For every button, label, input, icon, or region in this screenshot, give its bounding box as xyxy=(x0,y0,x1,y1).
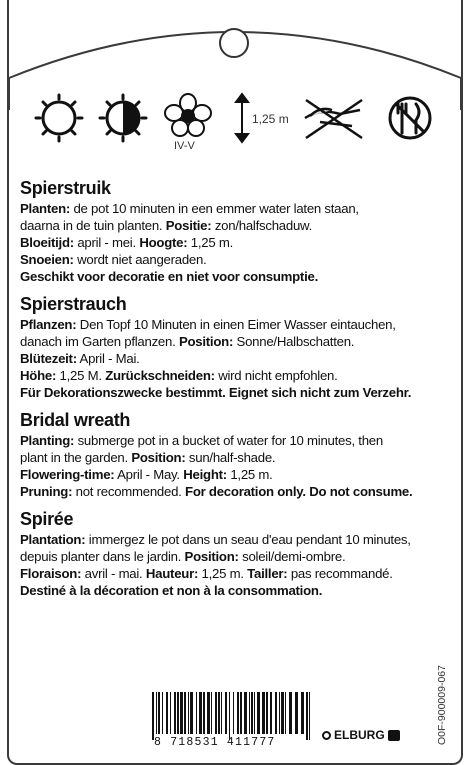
text: daarna in de tuin planten. xyxy=(20,218,166,233)
height-arrow-icon xyxy=(236,94,248,142)
barcode-bar xyxy=(240,692,242,734)
barcode-bar xyxy=(237,692,239,734)
barcode-bar xyxy=(306,692,308,740)
barcode-bar xyxy=(270,692,272,734)
section-line xyxy=(20,531,450,548)
bold-text: Pflanzen: xyxy=(20,317,77,332)
section-line xyxy=(20,466,450,483)
care-icons-row xyxy=(0,90,470,160)
care-instructions xyxy=(20,178,450,608)
text: Sonne/Halbschatten. xyxy=(233,334,355,349)
text: wordt niet aangeraden. xyxy=(73,252,207,267)
text: plant in the garden. xyxy=(20,450,132,465)
barcode-bar xyxy=(180,692,183,734)
section-line xyxy=(20,200,450,217)
barcode-bar xyxy=(281,692,284,734)
product-code: O0F-900009-067 xyxy=(436,665,448,745)
full-sun-icon xyxy=(36,95,82,141)
bold-text: Plantation: xyxy=(20,532,86,547)
barcode-bar xyxy=(207,692,210,734)
text: 1,25 M. xyxy=(56,368,106,383)
barcode-bar xyxy=(221,692,222,734)
no-pruning-icon xyxy=(305,100,362,138)
barcode-bar xyxy=(301,692,304,734)
bold-text: Position: xyxy=(184,549,239,564)
section-title: Spierstruik xyxy=(20,178,111,198)
barcode-bar xyxy=(188,692,189,734)
section-line xyxy=(20,384,450,401)
bold-text: Snoeien: xyxy=(20,252,74,267)
section-line xyxy=(20,483,450,500)
section-title: Spierstrauch xyxy=(20,294,127,314)
bold-text: Planten: xyxy=(20,201,71,216)
hang-hole xyxy=(219,28,249,58)
barcode-bar xyxy=(199,692,202,734)
bold-text: Tailler: xyxy=(247,566,288,581)
bold-text: Hoogte: xyxy=(139,235,188,250)
barcode-bar xyxy=(184,692,186,734)
barcode-bar xyxy=(158,692,160,734)
text: Den Topf 10 Minuten in einen Eimer Wasser eintauchen, xyxy=(76,317,396,332)
bold-text: For decoration only. Do not consume. xyxy=(185,484,413,499)
section-line xyxy=(20,251,450,268)
barcode-bar xyxy=(251,692,253,734)
barcode-bar xyxy=(152,692,154,740)
barcode-bar xyxy=(203,692,205,734)
barcode-bar xyxy=(156,692,157,734)
bold-text: Flowering-time: xyxy=(20,467,115,482)
section-line xyxy=(20,234,450,251)
bold-text: Zurückschneiden: xyxy=(105,368,215,383)
barcode-bar xyxy=(162,692,163,734)
text: April - Mai. xyxy=(76,351,140,366)
section-line xyxy=(20,268,450,285)
bold-text: Destiné à la décoration et non à la consommation. xyxy=(20,583,323,598)
text: de pot 10 minuten in een emmer water laten staan, xyxy=(70,201,359,216)
bold-text: Floraison: xyxy=(20,566,82,581)
barcode-bar xyxy=(233,692,234,734)
brand-circle-icon xyxy=(322,731,331,740)
section-line xyxy=(20,217,450,234)
flowering-months-caption: IV-V xyxy=(174,140,195,152)
barcode-bar xyxy=(279,692,280,734)
bold-text: Blütezeit: xyxy=(20,351,77,366)
text: zon/halfschaduw. xyxy=(211,218,312,233)
text: sun/half-shade. xyxy=(185,450,276,465)
text: not recommended. xyxy=(72,484,186,499)
text: april - mei. xyxy=(73,235,140,250)
text: April - May. xyxy=(114,467,184,482)
section-line xyxy=(20,582,450,599)
barcode-bar xyxy=(262,692,265,734)
section-title: Bridal wreath xyxy=(20,410,131,430)
brand-logo xyxy=(322,728,400,742)
bold-text: Für Dekorationszwecke bestimmt. Eignet sich nicht zum Verzehr. xyxy=(20,385,412,400)
section-line xyxy=(20,350,450,367)
barcode-bar xyxy=(225,692,227,734)
section xyxy=(20,410,450,500)
bold-text: Höhe: xyxy=(20,368,57,383)
barcode-bar xyxy=(174,692,176,734)
section-line xyxy=(20,333,450,350)
text: immergez le pot dans un seau d'eau pendant 10 minutes, xyxy=(85,532,411,547)
section xyxy=(20,294,450,401)
section xyxy=(20,509,450,599)
barcode-bar xyxy=(166,692,168,734)
barcode-bar xyxy=(275,692,277,734)
text: 1,25 m. xyxy=(187,235,234,250)
bold-text: Height: xyxy=(183,467,227,482)
bold-text: Hauteur: xyxy=(145,566,199,581)
section-line xyxy=(20,367,450,384)
bold-text: Pruning: xyxy=(20,484,73,499)
text: avril - mai. xyxy=(81,566,146,581)
text: 1,25 m. xyxy=(198,566,248,581)
barcode-bar xyxy=(177,692,179,734)
bold-text: Positie: xyxy=(165,218,212,233)
barcode-bar xyxy=(249,692,250,734)
not-edible-icon xyxy=(390,98,430,138)
brand-name: ELBURG xyxy=(334,728,385,742)
barcode-bar xyxy=(309,692,310,740)
barcode-bar xyxy=(254,692,255,734)
section xyxy=(20,178,450,285)
bold-text: Bloeitijd: xyxy=(20,235,74,250)
barcode-bar xyxy=(295,692,298,734)
barcode-bar xyxy=(257,692,260,734)
text: depuis planter dans le jardin. xyxy=(20,549,185,564)
bold-text: Position: xyxy=(178,334,234,349)
bold-text: Planting: xyxy=(20,433,75,448)
barcode-bar xyxy=(244,692,247,734)
barcode-bar xyxy=(229,692,230,740)
barcode-bar xyxy=(215,692,217,734)
height-caption: 1,25 m xyxy=(252,112,289,126)
bold-text: Position: xyxy=(131,450,186,465)
text: soleil/demi-ombre. xyxy=(238,549,346,564)
section-line xyxy=(20,316,450,333)
barcode-bar xyxy=(170,692,171,734)
barcode-bar xyxy=(218,692,220,734)
barcode-bar xyxy=(211,692,212,734)
barcode-bar xyxy=(196,692,197,734)
barcode-bar xyxy=(266,692,268,734)
half-shade-icon xyxy=(100,95,146,141)
text: 1,25 m. xyxy=(226,467,273,482)
flower-icon xyxy=(165,94,211,136)
section-line xyxy=(20,449,450,466)
section-line xyxy=(20,432,450,449)
bold-text: Geschikt voor decoratie en niet voor consumptie. xyxy=(20,269,318,284)
barcode-bar xyxy=(190,692,193,734)
section-line xyxy=(20,548,450,565)
text: danach im Garten pflanzen. xyxy=(20,334,179,349)
section-title: Spirée xyxy=(20,509,74,529)
barcode-bar xyxy=(285,692,286,734)
text: pas recommandé. xyxy=(287,566,393,581)
barcode-bar xyxy=(289,692,292,734)
barcode-digits: 8 718531 411777 xyxy=(154,736,276,749)
text: wird nicht empfohlen. xyxy=(214,368,338,383)
brand-mark-icon xyxy=(388,730,400,741)
text: submerge pot in a bucket of water for 10 minutes, then xyxy=(74,433,383,448)
section-line xyxy=(20,565,450,582)
